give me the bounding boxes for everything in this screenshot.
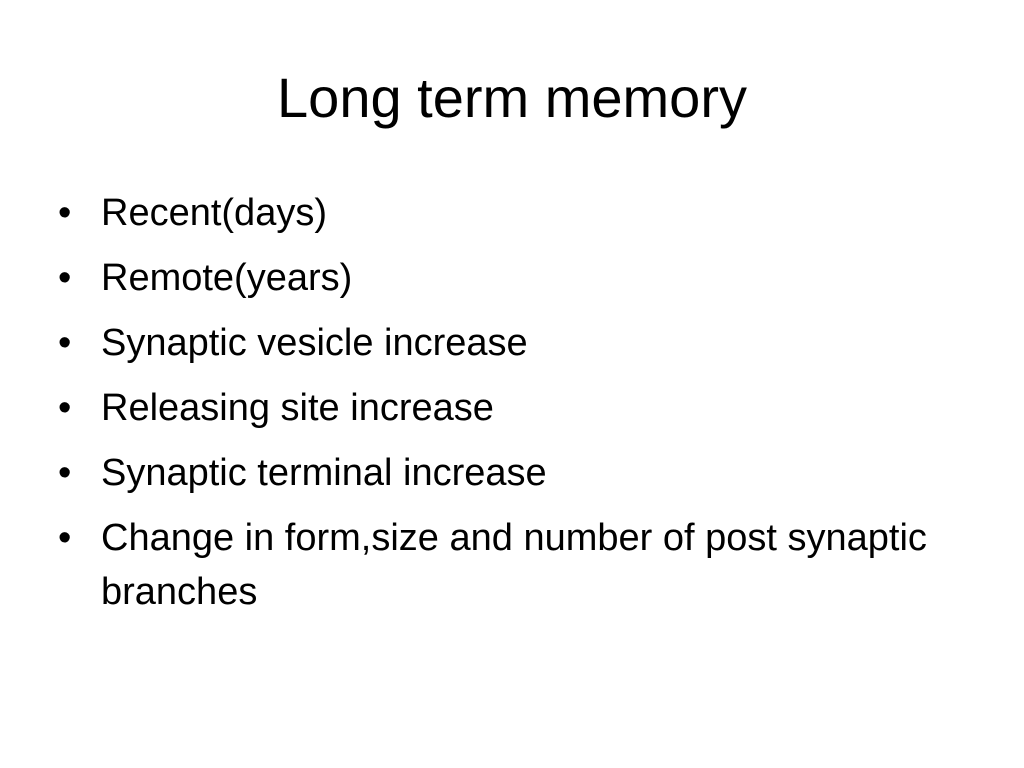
bullet-text: Releasing site increase xyxy=(101,387,494,429)
bullet-item-terminal xyxy=(58,446,958,500)
bullet-item-vesicle xyxy=(58,316,958,370)
bullet-icon: • xyxy=(58,517,72,559)
bullet-text: Synaptic terminal increase xyxy=(101,452,547,494)
bullet-item-releasing-site xyxy=(58,381,958,435)
bullet-icon: • xyxy=(58,452,72,494)
bullet-icon: • xyxy=(58,387,72,429)
bullet-text: Recent(days) xyxy=(101,192,327,234)
bullet-text: Remote(years) xyxy=(101,257,353,299)
bullet-icon: • xyxy=(58,257,72,299)
bullet-text: Synaptic vesicle increase xyxy=(101,322,528,364)
slide-title: Long term memory xyxy=(277,66,747,129)
bullet-item-remote xyxy=(58,251,958,305)
bullet-icon: • xyxy=(58,192,72,234)
bullet-list xyxy=(58,186,958,630)
bullet-icon: • xyxy=(58,322,72,364)
bullet-item-branches xyxy=(58,511,958,619)
bullet-item-recent xyxy=(58,186,958,240)
bullet-text: Change in form,size and number of post synaptic branches xyxy=(101,517,927,613)
